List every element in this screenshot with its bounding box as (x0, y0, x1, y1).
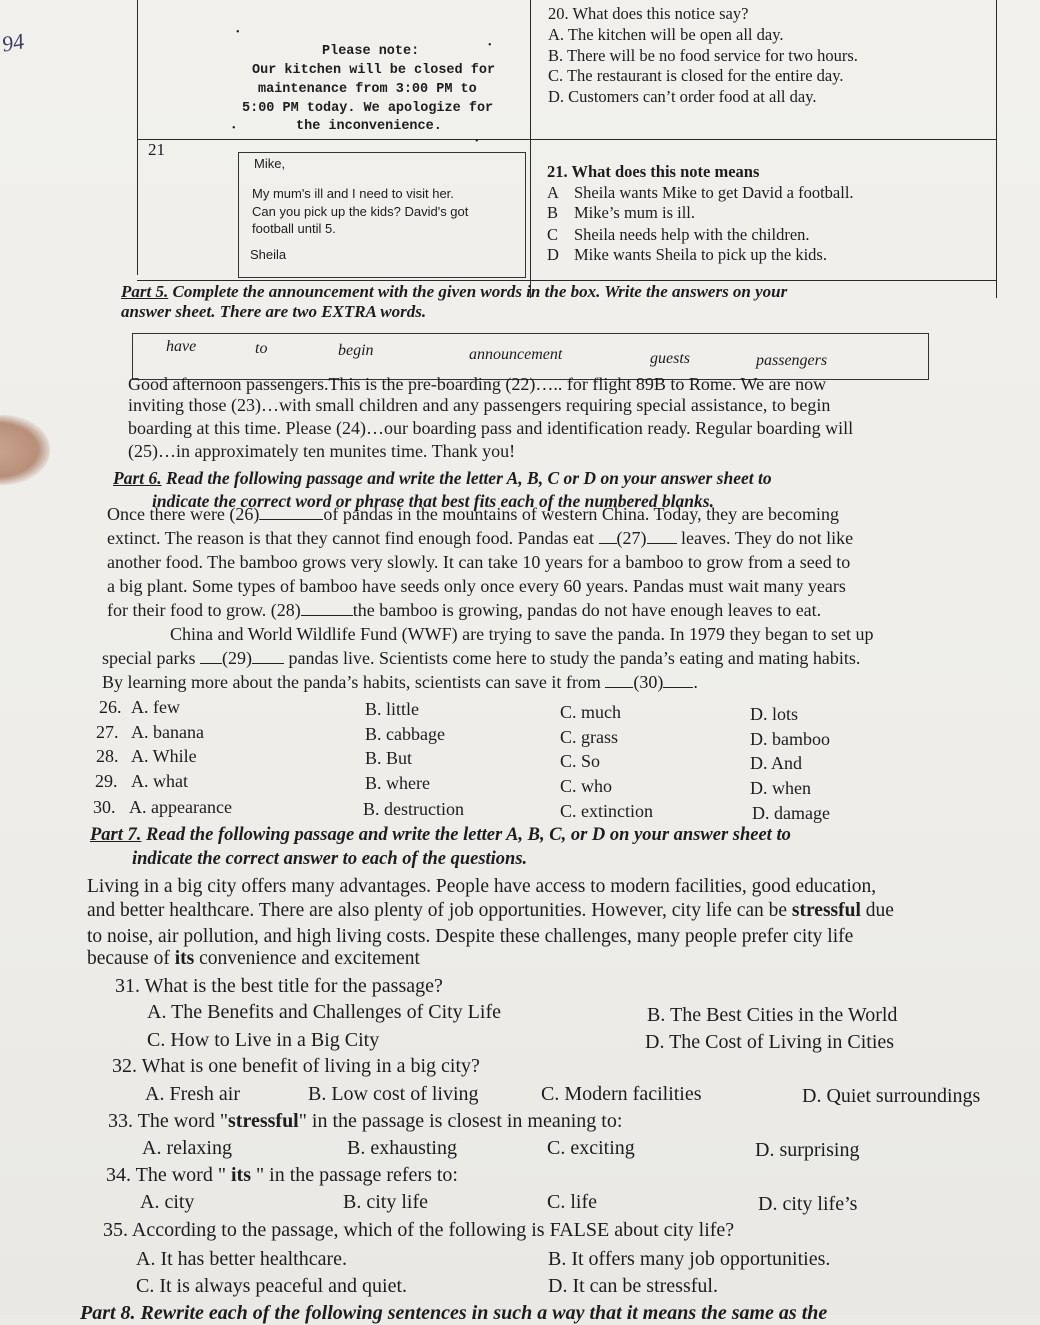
passage-line: extinct. The reason is that they cannot find enough food. Pandas eat (27) leaves. They do not like (107, 528, 854, 548)
q29-option: C. who (560, 776, 613, 796)
q27-option: C. grass (560, 727, 618, 747)
q35-option: A. It has better healthcare. (136, 1248, 348, 1270)
q32-option: A. Fresh air (145, 1083, 240, 1105)
passage-line: Living in a big city offers many advantages. People have access to modern facilities, good education, (87, 876, 877, 897)
passage-line: China and World Wildlife Fund (WWF) are trying to save the panda. In 1979 they began to set up (170, 624, 874, 644)
q30-option: A. appearance (129, 797, 232, 817)
q29-option: B. where (365, 773, 430, 793)
q29-label: 29. (95, 771, 118, 791)
q35-option: C. It is always peaceful and quiet. (136, 1275, 408, 1297)
announcement-line: inviting those (23)…with small children and any passengers requiring special assistance, to begin (128, 395, 831, 415)
q26-option: A. few (131, 697, 180, 717)
note-signature: Sheila (250, 247, 287, 262)
notice-line: maintenance from 3:00 PM to (258, 82, 477, 97)
q28-option: B. But (365, 748, 413, 768)
q21-option-c: C (547, 225, 559, 244)
part8-cutoff: Part 8. Rewrite each of the following sentences in such a way that it means the same as the (80, 1302, 828, 1324)
q35-question: 35. According to the passage, which of the following is FALSE about city life? (103, 1219, 735, 1241)
q21-question: 21. What does this note means (547, 162, 760, 181)
q26-label: 26. (99, 697, 122, 717)
q26-option: D. lots (750, 704, 799, 724)
q30-option: B. destruction (363, 799, 464, 819)
q34-option: C. life (547, 1191, 597, 1213)
q26-option: B. little (365, 699, 419, 719)
q30-option: C. extinction (560, 801, 653, 821)
q31-option: B. The Best Cities in the World (647, 1004, 898, 1026)
q31-question: 31. What is the best title for the passage? (115, 975, 443, 997)
passage-line: By learning more about the panda’s habits, scientists can save it from (30) . (102, 672, 698, 692)
q21-option-d-text: Mike wants Sheila to pick up the kids. (574, 245, 827, 264)
part5-heading: Part 5. Complete the announcement with the given words in the box. Write the answers on your (121, 282, 788, 301)
q30-option: D. damage (752, 803, 830, 823)
word-box-item: begin (338, 342, 374, 359)
note-greeting: Mike, (254, 156, 286, 171)
q21-number: 21 (148, 140, 165, 159)
notice-line: Please note: (322, 44, 420, 59)
table-bottom-border (137, 280, 997, 281)
q27-option: B. cabbage (365, 724, 445, 744)
passage-line: another food. The bamboo grows very slowly. It can take 10 years for a bamboo to grow from a seed to (107, 552, 851, 572)
announcement-line: (25)…in approximately ten munites time. Thank you! (128, 441, 516, 461)
q28-option: A. While (131, 746, 197, 766)
q33-option: A. relaxing (142, 1137, 232, 1159)
q29-option: D. when (750, 778, 811, 798)
word-box-item: have (166, 338, 197, 355)
q20-option-b: B. There will be no food service for two hours. (548, 46, 858, 65)
word-box-item: to (255, 340, 268, 357)
q20-option-d: D. Customers can’t order food at all day. (548, 87, 817, 106)
q31-option: D. The Cost of Living in Cities (645, 1031, 895, 1053)
q30-label: 30. (93, 797, 116, 817)
table-row-divider (137, 139, 997, 140)
q34-option: B. city life (343, 1191, 428, 1213)
q29-option: A. what (131, 771, 188, 791)
q27-label: 27. (96, 722, 119, 742)
word-box-item: guests (650, 350, 690, 367)
q20-question: 20. What does this notice say? (548, 4, 749, 23)
q21-option-d: D (547, 245, 559, 264)
part7-instruction-line2: indicate the correct answer to each of the questions. (132, 849, 528, 869)
worksheet-page: 94 • • • • Please note: Our kitchen will be closed for maintenance from 3:00 PM to 5:00 PM today. We apologize for the inconvenience. 20. What does this notice say? A. The kitchen will be open all day. B. There will be no food service for two hours. C. The restaurant is closed for the entire day. D. Customers can’t order food at all day. 21 Mike, My mum's ill and I need to visit her. Can you pick up the kids? David's got football until 5. Sheila 21. What does this note means A Sheila wants Mike to get David a football. B Mike’s mum is ill. C Sheila needs help with the children. D Mike wants Sheila to pick up the kids. Part 5. Complete the announcement with the given words in the box. Write the answers on your answer sheet. There are two EXTRA words. have to begin announcement guests passengers Good afternoon passengers.This is the pre-boarding (22)….. for flight 89B to Rome. We are now inviting those (23)…with small children and any passengers requiring special assistance, to begin boarding at this time. Please (24)…our boarding pass and identification ready. Regular boarding will (25)…in approximately ten munites time. Thank you! Part 6. Read the following passage and write the letter A, B, C or D on your answer sheet to indicate the correct word or phrase that best fits each of the numbered blanks. Once there were (26) of pandas in the mountains of western China. Today, they are becoming extinct. The reason is that they cannot find enough food. Pandas eat (27) leaves. They do not like another food. The bamboo grows very slowly. It can take 10 years for a bamboo to grow from a seed to a big plant. Some types of bamboo have seeds only once every 60 years. Pandas must wait many years for their food to grow. (28) the bamboo is growing, pandas do not have enough leaves to eat. China and World Wildlife Fund (WWF) are trying to save the panda. In 1979 they began to set up special parks (29) pandas live. Scientists come here to study the panda’s eating and mating habits. By learning more about the panda’s habits, scientists can save it from (30) . 26. A. few B. little C. much D. lots 27. A. banana B. cabbage C. grass D. bamboo 28. A. While B. But C. So D. And 29. A. what B. where C. who D. when 30. A. appearance B. destruction C. extinction D. damage Part 7. Read the following passage and write the letter A, B, C, or D on your answer sheet to indicate the correct answer to each of the questions. Living in a big city offers many advantages. People have access to modern facilities, good education, and better healthcare. There are also plenty of job opportunities. However, city life can be stressful due to noise, air pollution, and high living costs. Despite these challenges, many people prefer city life because of its convenience and excitement 31. What is the best title for the passage? A. The Benefits and Challenges of City Life B. The Best Cities in the World C. How to Live in a Big City D. The Cost of Living in Cities 32. What is one benefit of living in a big city? A. Fresh air B. Low cost of living C. Modern facilities D. Quiet surroundings 33. The word "stressful" in the passage is closest in meaning to: A. relaxing B. exhausting C. exciting D. surprising 34. The word " its " in the passage refers to: A. city B. city life C. life D. city life’s 35. According to the passage, which of the following is FALSE about city life? A. It has better healthcare. B. It offers many job opportunities. C. It is always peaceful and quiet. D. It can be stressful. Part 8. Rewrite each of the following sentences in such a way that it means the same as the (0, 0, 1040, 1315)
announcement-line: boarding at this time. Please (24)…our boarding pass and identification ready. Regular boarding will (128, 418, 854, 438)
q28-label: 28. (96, 746, 119, 766)
passage-line: for their food to grow. (28) the bamboo is growing, pandas do not have enough leaves to eat. (107, 600, 822, 620)
q28-option: C. So (560, 751, 601, 771)
q27-option: D. bamboo (750, 729, 830, 749)
word-box-item: passengers (756, 352, 828, 369)
q21-option-a-text: Sheila wants Mike to get David a football. (574, 183, 854, 202)
passage-line: to noise, air pollution, and high living costs. Despite these challenges, many people prefer city life (87, 926, 854, 947)
q26-option: C. much (560, 702, 621, 722)
announcement-line: Good afternoon passengers.This is the pre-boarding (22)….. for flight 89B to Rome. We are now (128, 374, 827, 394)
q31-option: C. How to Live in a Big City (147, 1029, 380, 1051)
passage-line: Once there were (26) of pandas in the mountains of western China. Today, they are becoming (107, 504, 840, 524)
passage-line: special parks (29) pandas live. Scientists come here to study the panda’s eating and mating habits. (102, 648, 861, 668)
note-line: Can you pick up the kids? David's got (252, 204, 469, 219)
finger-shadow (0, 415, 50, 485)
q35-option: D. It can be stressful. (548, 1275, 718, 1297)
q20-option-c: C. The restaurant is closed for the entire day. (548, 66, 844, 85)
table-left-border (137, 0, 138, 275)
q34-option: A. city (140, 1191, 195, 1213)
q34-question: 34. The word " its " in the passage refers to: (106, 1164, 458, 1186)
notice-line: the inconvenience. (296, 119, 442, 134)
table-right-border (996, 0, 997, 298)
q32-option: D. Quiet surroundings (802, 1085, 981, 1107)
word-box-item: announcement (469, 346, 563, 363)
q27-option: A. banana (131, 722, 204, 742)
passage-line: and better healthcare. There are also plenty of job opportunities. However, city life can be stressful due (87, 900, 894, 921)
part5-instruction-line2: answer sheet. There are two EXTRA words. (121, 302, 427, 321)
notice-line: Our kitchen will be closed for (252, 63, 496, 78)
q32-option: B. Low cost of living (308, 1083, 479, 1105)
q21-option-b-text: Mike’s mum is ill. (574, 203, 696, 222)
note-line: My mum's ill and I need to visit her. (252, 186, 454, 201)
q31-option: A. The Benefits and Challenges of City Life (147, 1001, 501, 1023)
notice-line: 5:00 PM today. We apologize for (242, 101, 494, 116)
q33-option: D. surprising (755, 1139, 860, 1161)
q35-option: B. It offers many job opportunities. (548, 1248, 831, 1270)
passage-line: a big plant. Some types of bamboo have seeds only once every 60 years. Pandas must wait many years (107, 576, 846, 596)
q20-option-a: A. The kitchen will be open all day. (548, 25, 784, 44)
q28-option: D. And (750, 753, 803, 773)
q32-question: 32. What is one benefit of living in a big city? (112, 1055, 480, 1077)
margin-note: 94 (0, 28, 26, 57)
q33-option: C. exciting (547, 1137, 635, 1159)
q33-question: 33. The word "stressful" in the passage is closest in meaning to: (108, 1110, 623, 1132)
part6-heading: Part 6. Read the following passage and write the letter A, B, C or D on your answer sheet to (113, 468, 772, 488)
part7-heading: Part 7. Read the following passage and write the letter A, B, C, or D on your answer sheet to (90, 825, 791, 845)
q21-option-b: B (547, 203, 559, 222)
q33-option: B. exhausting (347, 1137, 457, 1159)
q21-option-c-text: Sheila needs help with the children. (574, 225, 810, 244)
q21-option-a: A (547, 183, 559, 202)
q34-option: D. city life’s (758, 1193, 858, 1215)
table-col-divider (530, 0, 531, 298)
passage-line: because of its convenience and excitement (87, 948, 420, 969)
note-line: football until 5. (252, 221, 336, 236)
part6-instruction-line2: indicate the correct word or phrase that best fits each of the numbered blanks. (152, 491, 714, 511)
q32-option: C. Modern facilities (541, 1083, 702, 1105)
